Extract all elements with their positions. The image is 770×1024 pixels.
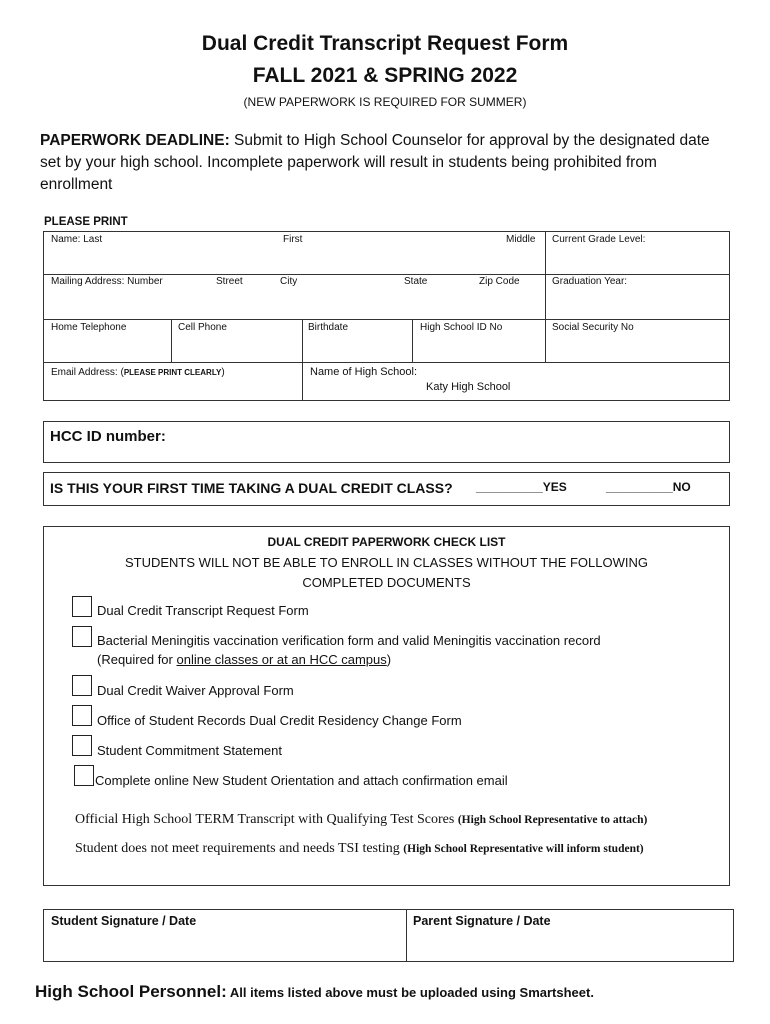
last-name-field[interactable]: Name: Last bbox=[51, 234, 103, 245]
checklist-item: Student Commitment Statement bbox=[97, 743, 282, 758]
no-option[interactable] bbox=[606, 480, 691, 494]
hcc-id-label: HCC ID number: bbox=[50, 428, 166, 445]
high-school-name-label: Name of High School: bbox=[310, 366, 417, 378]
footer-label: High School Personnel: bbox=[35, 982, 227, 1001]
current-grade-field[interactable]: Current Grade Level: bbox=[552, 234, 646, 245]
birthdate-field[interactable]: Birthdate bbox=[308, 322, 349, 333]
city-label: City bbox=[280, 276, 298, 287]
hcc-id-box[interactable] bbox=[43, 421, 730, 463]
checkbox-residency[interactable] bbox=[72, 705, 92, 726]
signature-box bbox=[43, 909, 734, 962]
ssn-field[interactable]: Social Security No bbox=[552, 322, 634, 333]
transcript-text: Official High School TERM Transcript with Qualifying Test Scores bbox=[75, 812, 458, 827]
email-label: Email Address: ( bbox=[51, 367, 124, 378]
tsi-requirement bbox=[75, 841, 644, 857]
cell-phone-field[interactable]: Cell Phone bbox=[178, 322, 227, 333]
state-label: State bbox=[404, 276, 428, 287]
checkbox-waiver[interactable] bbox=[72, 675, 92, 696]
meningitis-note-prefix: (Required for bbox=[97, 652, 177, 667]
high-school-id-field[interactable]: High School ID No bbox=[420, 322, 503, 333]
checkbox-orientation[interactable] bbox=[74, 765, 94, 786]
checkbox-commitment[interactable] bbox=[72, 735, 92, 756]
grid-divider bbox=[44, 274, 729, 275]
street-label: Street bbox=[216, 276, 243, 287]
yes-label: YES bbox=[542, 480, 567, 494]
deadline-text: Submit to High School Counselor for approval by the designated date set by your high school. Incomplete paperwork will result in students being prohibited from enrollment bbox=[40, 132, 710, 193]
paperwork-deadline bbox=[40, 130, 730, 196]
parent-signature-field[interactable]: Parent Signature / Date bbox=[413, 914, 551, 928]
yes-blank: __________ bbox=[476, 480, 543, 494]
footer-note bbox=[35, 982, 594, 1002]
form-title: Dual Credit Transcript Request Form bbox=[201, 32, 569, 55]
checklist-item: Office of Student Records Dual Credit Residency Change Form bbox=[97, 713, 462, 728]
grid-divider bbox=[44, 362, 729, 363]
home-telephone-field[interactable]: Home Telephone bbox=[51, 322, 127, 333]
grid-divider bbox=[412, 319, 413, 362]
summer-note: (NEW PAPERWORK IS REQUIRED FOR SUMMER) bbox=[243, 95, 527, 109]
checkbox-transcript-request[interactable] bbox=[72, 596, 92, 617]
please-print-label: PLEASE PRINT bbox=[44, 216, 128, 228]
checklist-item: Complete online New Student Orientation and attach confirmation email bbox=[95, 773, 508, 788]
email-note: PLEASE PRINT CLEARLY bbox=[123, 368, 222, 377]
signature-divider bbox=[406, 910, 407, 961]
grid-divider bbox=[171, 319, 172, 362]
zip-code-label: Zip Code bbox=[479, 276, 520, 287]
grid-divider bbox=[545, 232, 546, 362]
grid-divider bbox=[302, 319, 303, 400]
checklist-title: DUAL CREDIT PAPERWORK CHECK LIST bbox=[267, 535, 506, 549]
no-blank: __________ bbox=[606, 480, 673, 494]
paperwork-checklist bbox=[43, 526, 730, 886]
email-label-close: ) bbox=[221, 367, 225, 378]
checkbox-meningitis[interactable] bbox=[72, 626, 92, 647]
student-signature-field[interactable]: Student Signature / Date bbox=[51, 914, 197, 928]
deadline-label: PAPERWORK DEADLINE: bbox=[40, 132, 230, 149]
student-info-grid bbox=[43, 231, 730, 401]
high-school-name-value[interactable]: Katy High School bbox=[426, 381, 511, 393]
graduation-year-field[interactable]: Graduation Year: bbox=[552, 276, 628, 287]
tsi-note: (High School Representative will inform student) bbox=[403, 843, 644, 855]
grid-divider bbox=[44, 319, 729, 320]
checklist-subtitle: STUDENTS WILL NOT BE ABLE TO ENROLL IN CLASSES WITHOUT THE FOLLOWING COMPLETED DOCUMENTS bbox=[124, 555, 648, 590]
email-address-field[interactable] bbox=[51, 367, 225, 378]
tsi-text: Student does not meet requirements and needs TSI testing bbox=[75, 841, 404, 856]
transcript-note: (High School Representative to attach) bbox=[457, 814, 648, 826]
checklist-item: Dual Credit Waiver Approval Form bbox=[97, 683, 294, 698]
checklist-item-note bbox=[97, 650, 391, 669]
transcript-requirement bbox=[75, 812, 647, 828]
first-name-label: First bbox=[283, 234, 303, 245]
first-time-box bbox=[43, 472, 730, 506]
meningitis-note-suffix: ) bbox=[386, 652, 392, 667]
footer-text: All items listed above must be uploaded using Smartsheet. bbox=[226, 985, 594, 1000]
middle-name-label: Middle bbox=[506, 234, 536, 245]
form-term: FALL 2021 & SPRING 2022 bbox=[252, 64, 518, 87]
yes-option[interactable] bbox=[476, 480, 567, 494]
mailing-address-field[interactable]: Mailing Address: Number bbox=[51, 276, 163, 287]
no-label: NO bbox=[672, 480, 691, 494]
first-time-question: IS THIS YOUR FIRST TIME TAKING A DUAL CREDIT CLASS? bbox=[50, 480, 453, 496]
checklist-item: Dual Credit Transcript Request Form bbox=[97, 603, 309, 618]
checklist-item: Bacterial Meningitis vaccination verification form and valid Meningitis vaccination record bbox=[97, 633, 601, 648]
meningitis-note-underlined: online classes or at an HCC campus bbox=[176, 652, 387, 667]
